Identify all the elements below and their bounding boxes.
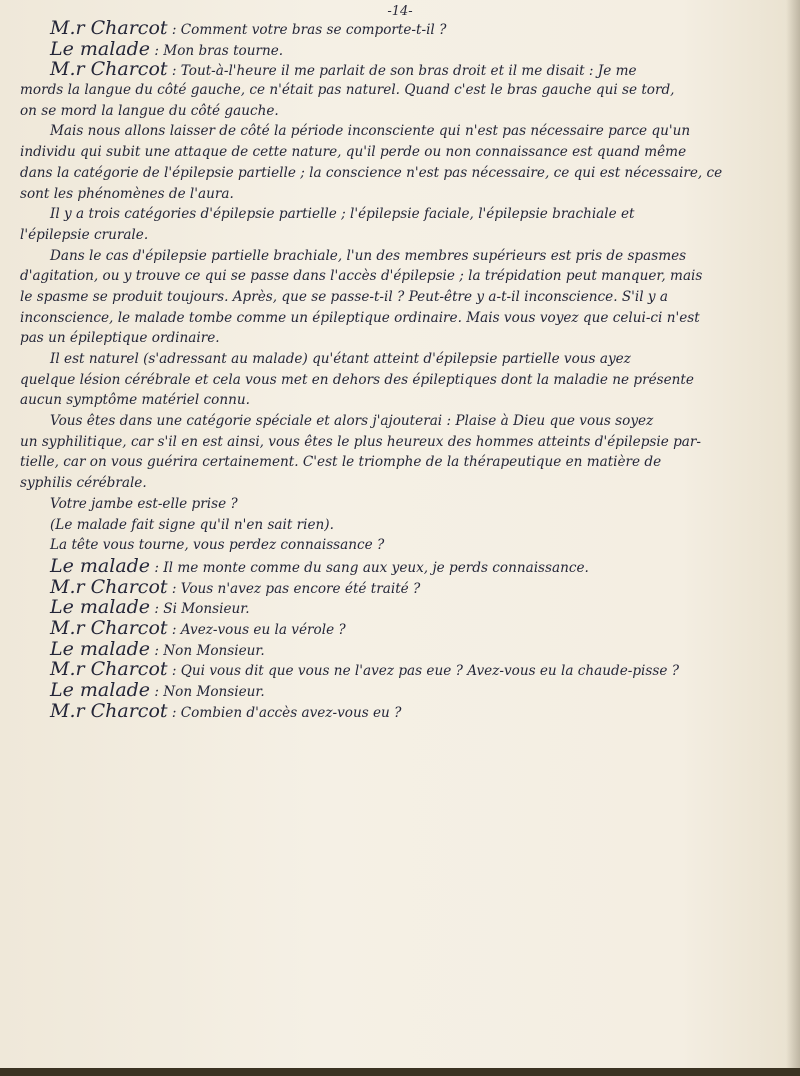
text-line bbox=[20, 390, 782, 411]
line-text: quelque lésion cérébrale et cela vous met en dehors des épileptiques dont la maladie ne présente bbox=[20, 371, 694, 388]
speaker-name: M.r Charcot bbox=[50, 617, 168, 639]
text-line bbox=[20, 59, 782, 80]
line-text: un syphilitique, car s'il en est ainsi, vous êtes le plus heureux des hommes atteints d'épilepsie par- bbox=[20, 433, 701, 450]
speaker-name: M.r Charcot bbox=[50, 659, 168, 680]
text-line bbox=[20, 411, 782, 432]
speaker-name: M.r Charcot bbox=[50, 59, 168, 81]
text-line bbox=[20, 452, 782, 473]
text-line bbox=[20, 225, 782, 246]
text-line bbox=[20, 142, 782, 163]
text-line bbox=[20, 349, 782, 370]
line-text: Votre jambe est-elle prise ? bbox=[50, 495, 238, 512]
text-line bbox=[20, 494, 782, 515]
line-text: d'agitation, ou y trouve ce qui se passe dans l'accès d'épilepsie ; la trépidation peut manquer, mais bbox=[20, 268, 703, 285]
line-text: : Mon bras tourne. bbox=[150, 42, 284, 59]
text-line bbox=[20, 163, 782, 184]
line-text: Mais nous allons laisser de côté la période inconsciente qui n'est pas nécessaire parce qu'un bbox=[50, 123, 691, 140]
line-text: : Il me monte comme du sang aux yeux, je perds connaissance. bbox=[150, 559, 589, 576]
line-text: : Tout-à-l'heure il me parlait de son bras droit et il me disait : Je me bbox=[167, 63, 637, 80]
line-text: Il y a trois catégories d'épilepsie partielle ; l'épilepsie faciale, l'épilepsie brachiale et bbox=[50, 206, 635, 223]
text-line bbox=[20, 266, 782, 287]
line-text: le spasme se produit toujours. Après, que se passe-t-il ? Peut-être y a-t-il inconscience. S'il y a bbox=[20, 288, 669, 305]
page-bottom-edge bbox=[0, 1068, 800, 1076]
text-line bbox=[20, 659, 782, 680]
text-line bbox=[20, 101, 782, 122]
line-text: individu qui subit une attaque de cette nature, qu'il perde ou non connaissance est quand même bbox=[20, 144, 687, 161]
line-text: Vous êtes dans une catégorie spéciale et alors j'ajouterai : Plaise à Dieu que vous soyez bbox=[50, 413, 654, 430]
speaker-name: M.r Charcot bbox=[50, 18, 168, 39]
text-line bbox=[20, 204, 782, 225]
line-text: Dans le cas d'épilepsie partielle brachiale, l'un des membres supérieurs est pris de spasmes bbox=[50, 247, 687, 264]
line-text: : Comment votre bras se comporte-t-il ? bbox=[167, 22, 447, 38]
line-text: : Qui vous dit que vous ne l'avez pas eue ? Avez-vous eu la chaude-pisse ? bbox=[167, 663, 679, 680]
text-line bbox=[20, 515, 782, 536]
text-line bbox=[20, 246, 782, 267]
line-text: pas un épileptique ordinaire. bbox=[20, 330, 220, 347]
text-line bbox=[20, 308, 782, 329]
text-line bbox=[20, 618, 782, 639]
line-text: dans la catégorie de l'épilepsie partielle ; la conscience n'est pas nécessaire, ce qui est nécessaire, ce bbox=[20, 164, 723, 181]
text-line bbox=[20, 556, 782, 577]
line-text: : Avez-vous eu la vérole ? bbox=[167, 621, 346, 638]
text-line bbox=[20, 701, 782, 722]
speaker-name: M.r Charcot bbox=[50, 700, 168, 722]
line-text: mords la langue du côté gauche, ce n'était pas naturel. Quand c'est le bras gauche qui se tord, bbox=[20, 82, 675, 99]
line-text: inconscience, le malade tombe comme un épileptique ordinaire. Mais vous voyez que celui-ci n'est bbox=[20, 309, 700, 326]
speaker-name: Le malade bbox=[50, 680, 151, 701]
line-text: : Vous n'avez pas encore été traité ? bbox=[167, 580, 421, 597]
text-line bbox=[20, 597, 782, 618]
text-line bbox=[20, 577, 782, 598]
line-text: : Si Monsieur. bbox=[150, 601, 250, 618]
line-text: l'épilepsie crurale. bbox=[20, 226, 149, 243]
page-edge-shadow bbox=[786, 0, 800, 1076]
text-line bbox=[20, 535, 782, 556]
text-line bbox=[20, 121, 782, 142]
text-line bbox=[20, 18, 782, 39]
text-line bbox=[20, 328, 782, 349]
speaker-name: Le malade bbox=[50, 597, 151, 618]
line-text: on se mord la langue du côté gauche. bbox=[20, 102, 279, 119]
line-text: Il est naturel (s'adressant au malade) qu'étant atteint d'épilepsie partielle vous ayez bbox=[50, 351, 631, 367]
line-text: : Combien d'accès avez-vous eu ? bbox=[167, 704, 402, 721]
text-line bbox=[20, 39, 782, 60]
line-text: tielle, car on vous guérira certainement. C'est le triomphe de la thérapeutique en matière de bbox=[20, 454, 662, 471]
line-text: syphilis cérébrale. bbox=[20, 475, 147, 492]
line-text: : Non Monsieur. bbox=[150, 684, 265, 700]
text-line bbox=[20, 370, 782, 391]
text-line bbox=[20, 680, 782, 701]
text-line bbox=[20, 80, 782, 101]
text-line bbox=[20, 473, 782, 494]
text-line bbox=[20, 639, 782, 660]
line-text: : Non Monsieur. bbox=[150, 642, 265, 659]
line-text: sont les phénomènes de l'aura. bbox=[20, 185, 234, 202]
speaker-name: Le malade bbox=[50, 638, 151, 660]
line-text: La tête vous tourne, vous perdez connaissance ? bbox=[50, 537, 385, 554]
line-text: (Le malade fait signe qu'il n'en sait rien). bbox=[50, 516, 334, 533]
speaker-name: M.r Charcot bbox=[50, 576, 168, 598]
line-text: aucun symptôme matériel connu. bbox=[20, 392, 250, 409]
text-line bbox=[20, 184, 782, 205]
page-number: -14- bbox=[387, 4, 413, 19]
text-line bbox=[20, 432, 782, 453]
speaker-name: Le malade bbox=[50, 555, 151, 577]
text-line bbox=[20, 287, 782, 308]
speaker-name: Le malade bbox=[50, 38, 151, 60]
manuscript-text bbox=[20, 18, 782, 721]
